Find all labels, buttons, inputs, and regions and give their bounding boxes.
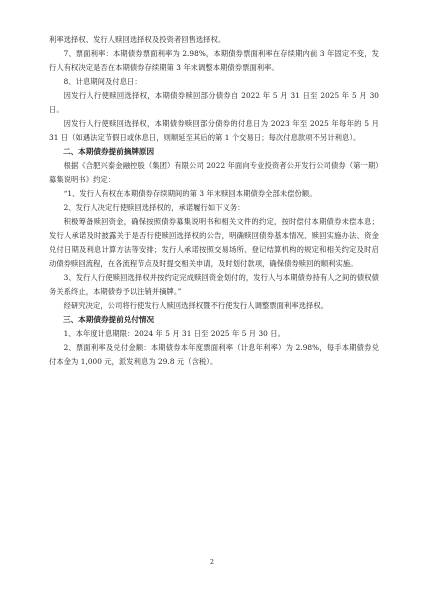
section-heading-delisting-reason: 二、本期债券提前摘牌原因 xyxy=(63,147,155,156)
paragraph-coupon-rate: 7、票面利率：本期债券票面利率为 2.98%，本期债券票面利率在存续期内前 3 年固定不变，发行人有权决定是否在本期债券存续期第 3 年末调整本期债券票面利率。 xyxy=(49,49,379,72)
paragraph-clause-3: 3、发行人行使赎回选择权并按约定完成赎回资金划付的，发行人与本期债券持有人之间的债权债务关系终止，本期债券予以注销并摘牌。” xyxy=(49,273,379,296)
paragraph-obligations: 积极筹备赎回资金，确保按照债券募集说明书和相关文件的约定，按时偿付本期债券未偿本息；发行人承诺及时披露关于是否行使赎回选择权的公告，明确赎回债券基本情况、赎回实施办法、资金兑付日期及利息计算方法等安排；发行人承诺按照交易场所、登记结算机构的规定和相关约定及时启动债券赎回流程，在各流程节点及时提交相关申请，及时划付款项，确保债券赎回的顺利实施。 xyxy=(49,217,379,268)
paragraph-clause-1: “1、发行人有权在本期债券存续期间的第 3 年末赎回本期债券全部未偿份额。 xyxy=(63,189,317,198)
document-body xyxy=(49,33,379,369)
paragraph-decision: 经研究决定，公司将行使发行人赎回选择权暨不行使发行人调整票面利率选择权。 xyxy=(63,301,329,310)
paragraph-prospectus-reference: 根据《合肥兴泰金融控股（集团）有限公司 2022 年面向专业投资者公开发行公司债券（第一期）募集说明书》约定： xyxy=(49,161,379,184)
page-number: 2 xyxy=(209,558,215,566)
paragraph-rate-amount: 2、票面利率及兑付金额：本期债券本年度票面利率（计息年利率）为 2.98%，每手本期债券兑付本金为 1,000 元，派发利息为 29.8 元（含税）。 xyxy=(49,343,379,366)
section-heading-early-redemption: 三、本期债券提前兑付情况 xyxy=(63,315,155,324)
paragraph-interest-period-title: 8、计息期间及付息日： xyxy=(63,77,142,86)
paragraph-redemption-period: 因发行人行使赎回选择权，本期债券赎回部分债券自 2022 年 5 月 31 日至 2025 年 5 月 30 日。 xyxy=(49,91,379,114)
paragraph-interest-term: 1、本年度计息期限：2024 年 5 月 31 日至 2025 年 5 月 30 日。 xyxy=(63,329,285,338)
paragraph-clause-2: 2、发行人决定行使赎回选择权的，承诺履行如下义务： xyxy=(63,203,245,212)
paragraph-payment-date: 因发行人行使赎回选择权，本期债券赎回部分债券的付息日为 2023 年至 2025 年每年的 5 月 31 日（如遇法定节假日或休息日，则顺延至其后的第 1 个交易日；每次付息款项不另计利息）。 xyxy=(49,119,379,142)
paragraph-continuation: 利率选择权、发行人赎回选择权及投资者回售选择权。 xyxy=(49,35,226,44)
